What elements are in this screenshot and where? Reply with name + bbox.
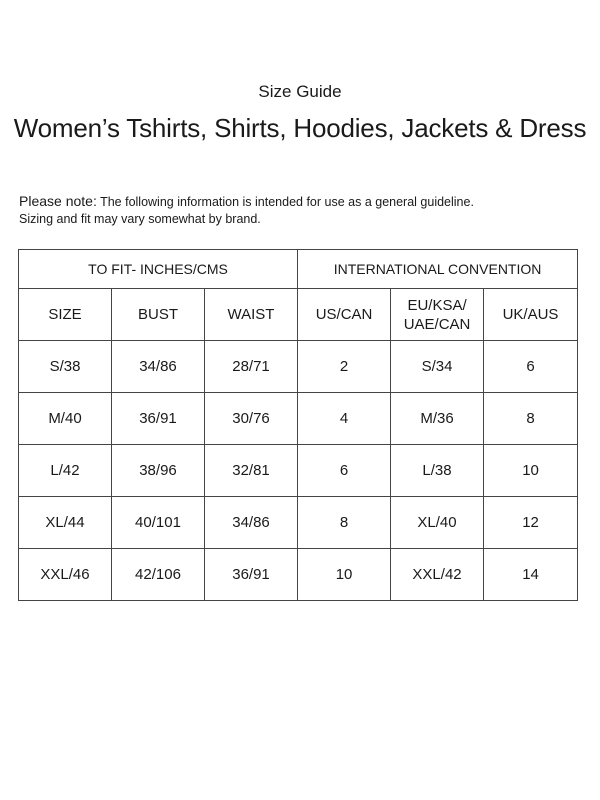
size-chart-table: [18, 249, 578, 601]
table-cell: 8: [484, 393, 578, 445]
table-cell: 6: [298, 445, 391, 497]
table-cell: 36/91: [112, 393, 205, 445]
column-header-uk-aus: UK/AUS: [484, 289, 578, 341]
table-cell: 10: [484, 445, 578, 497]
group-header-to-fit: TO FIT- INCHES/CMS: [19, 250, 298, 289]
column-header-bust: BUST: [112, 289, 205, 341]
table-row: [19, 393, 578, 445]
note-line-1: The following information is intended for use as a general guideline.: [96, 195, 474, 209]
table-cell: XXL/42: [391, 549, 484, 601]
table-cell: 30/76: [205, 393, 298, 445]
table-cell: 12: [484, 497, 578, 549]
note-line-2: Sizing and fit may vary somewhat by brand.: [19, 212, 261, 226]
table-cell: M/36: [391, 393, 484, 445]
table-cell: L/38: [391, 445, 484, 497]
table-cell: 34/86: [205, 497, 298, 549]
table-cell: 40/101: [112, 497, 205, 549]
column-header-us-can: US/CAN: [298, 289, 391, 341]
table-row: [19, 445, 578, 497]
page-title: Women’s Tshirts, Shirts, Hoodies, Jackets & Dress: [13, 113, 587, 143]
table-cell: 42/106: [112, 549, 205, 601]
table-cell: 4: [298, 393, 391, 445]
column-header-eu-ksa-uae-can: EU/KSA/ UAE/CAN: [391, 289, 484, 341]
table-row: [19, 549, 578, 601]
table-cell: 6: [484, 341, 578, 393]
column-header-size: SIZE: [19, 289, 112, 341]
table-cell: S/38: [19, 341, 112, 393]
table-cell: 32/81: [205, 445, 298, 497]
table-row: [19, 341, 578, 393]
note-label: Please note:: [19, 193, 97, 209]
table-cell: 34/86: [112, 341, 205, 393]
table-cell: 36/91: [205, 549, 298, 601]
table-cell: S/34: [391, 341, 484, 393]
table-group-header-row: [19, 250, 578, 289]
table-cell: 10: [298, 549, 391, 601]
table-row: [19, 497, 578, 549]
table-cell: XL/44: [19, 497, 112, 549]
table-cell: M/40: [19, 393, 112, 445]
group-header-international: INTERNATIONAL CONVENTION: [298, 250, 578, 289]
table-cell: 14: [484, 549, 578, 601]
disclaimer-note: [19, 193, 579, 228]
table-cell: 8: [298, 497, 391, 549]
table-cell: 2: [298, 341, 391, 393]
page-subtitle: Size Guide: [258, 82, 342, 101]
table-cell: 28/71: [205, 341, 298, 393]
table-column-header-row: [19, 289, 578, 341]
table-cell: XL/40: [391, 497, 484, 549]
table-cell: 38/96: [112, 445, 205, 497]
column-header-waist: WAIST: [205, 289, 298, 341]
table-cell: L/42: [19, 445, 112, 497]
table-cell: XXL/46: [19, 549, 112, 601]
